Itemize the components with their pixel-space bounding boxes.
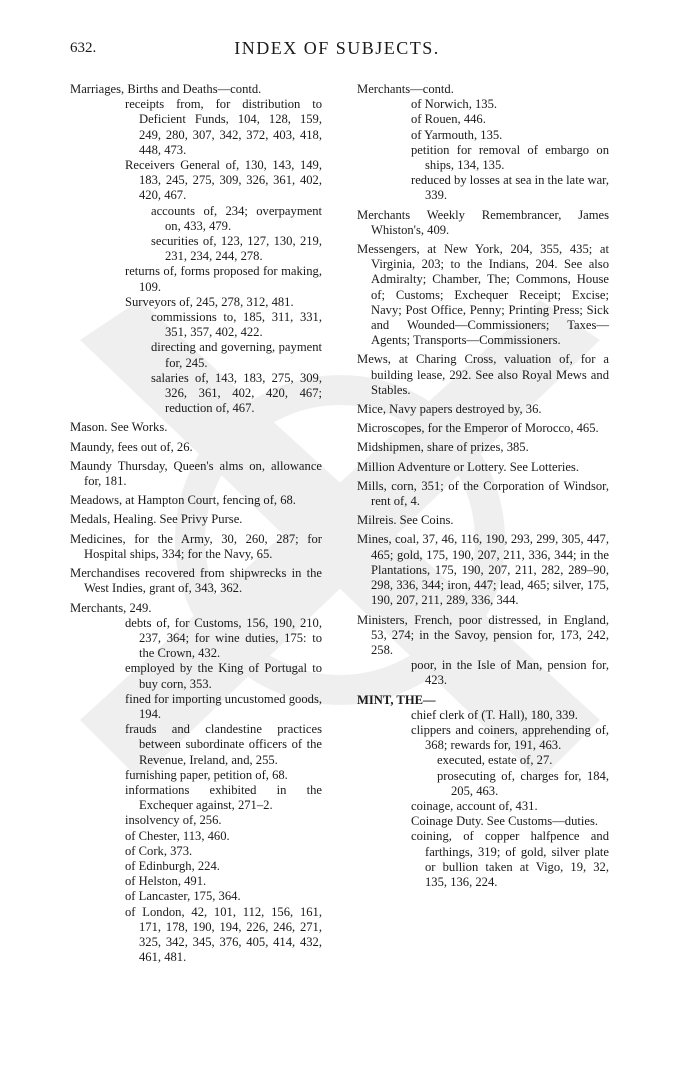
index-entry: insolvency of, 256. (125, 813, 222, 828)
index-entry: directing and governing, payment for, 245. (151, 340, 322, 370)
index-entry: Mews, at Charing Cross, valuation of, for a building lease, 292. See also Royal Mews and Stables. (357, 352, 609, 397)
index-entry: chief clerk of (T. Hall), 180, 339. (411, 707, 578, 722)
index-entry: MINT, THE— (357, 692, 436, 707)
index-entry: coining, of copper halfpence and farthings, 319; of gold, silver plate or bullion taken at Vigo, 19, 32, 135, 136, 224. (411, 829, 609, 889)
index-entry: Medicines, for the Army, 30, 260, 287; for Hospital ships, 334; for the Navy, 65. (70, 531, 322, 561)
index-entry: Maundy Thursday, Queen's alms on, allowance for, 181. (70, 458, 322, 489)
index-entry: Ministers, French, poor distressed, in England, 53, 274; in the Savoy, pension for, 173, 242, 258. (357, 612, 609, 657)
index-entry: of Lancaster, 175, 364. (125, 889, 241, 904)
index-entry: receipts from, for distribution to Deficient Funds, 104, 128, 159, 249, 280, 307, 342, 372, 403, 418, 448, 473. (125, 97, 322, 157)
index-column-right (357, 82, 609, 890)
index-entry: Mines, coal, 37, 46, 116, 190, 293, 299, 305, 447, 465; gold, 175, 190, 207, 211, 336, 344; in the Plantations, 175, 190, 207, 211, 282, 289–90, 298, 336, 344; iron, 447; lead, 465; silver, 175, 190, 207, 211, 289, 336, 344. (357, 532, 609, 608)
index-entry: petition for removal of embargo on ships, 134, 135. (411, 142, 609, 173)
page-number: 632. (70, 40, 97, 56)
index-entry: reduced by losses at sea in the late war, 339. (411, 173, 609, 203)
index-entry: Surveyors of, 245, 278, 312, 481. (125, 294, 294, 309)
index-entry: Merchandises recovered from shipwrecks in the West Indies, grant of, 343, 362. (70, 566, 322, 596)
index-entry: securities of, 123, 127, 130, 219, 231, 234, 244, 278. (151, 234, 322, 264)
index-entry: Medals, Healing. See Privy Purse. (70, 512, 243, 527)
index-entry: furnishing paper, petition of, 68. (125, 767, 288, 782)
index-entry: Merchants—contd. (357, 82, 454, 96)
index-entry: Maundy, fees out of, 26. (70, 439, 193, 454)
index-entry: prosecuting of, charges for, 184, 205, 463. (437, 768, 609, 798)
index-entry: Mason. See Works. (70, 420, 168, 435)
index-entry: Merchants Weekly Remembrancer, James Whiston's, 409. (357, 207, 609, 237)
index-entry: commissions to, 185, 311, 331, 351, 357, 402, 422. (151, 310, 322, 340)
index-entry: accounts of, 234; overpayment on, 433, 479. (151, 203, 322, 233)
index-entry: of Cork, 373. (125, 843, 193, 858)
index-entry: frauds and clandestine practices between subordinate officers of the Revenue, Ireland, and, 255. (125, 722, 322, 767)
index-entry: returns of, forms proposed for making, 109. (125, 264, 322, 294)
index-entry: of Edinburgh, 224. (125, 858, 220, 873)
index-entry: informations exhibited in the Exchequer against, 271–2. (125, 782, 322, 813)
index-entry: Milreis. See Coins. (357, 513, 454, 528)
index-entry: Mills, corn, 351; of the Corporation of Windsor, rent of, 4. (357, 478, 609, 509)
index-entry: debts of, for Customs, 156, 190, 210, 237, 364; for wine duties, 175: to the Crown, 432. (125, 615, 322, 661)
index-column-left (70, 82, 322, 965)
index-entry: of Norwich, 135. (411, 97, 498, 112)
index-entry: employed by the King of Portugal to buy corn, 353. (125, 661, 322, 691)
index-entry: of Helston, 491. (125, 874, 207, 889)
index-entry: of Rouen, 446. (411, 112, 486, 127)
index-entry: Microscopes, for the Emperor of Morocco, 465. (357, 421, 599, 436)
index-entry: Marriages, Births and Deaths—contd. (70, 82, 262, 96)
index-entry: Meadows, at Hampton Court, fencing of, 68. (70, 493, 296, 508)
index-entry: fined for importing uncustomed goods, 194. (125, 691, 322, 721)
index-entry: clippers and coiners, apprehending of, 368; rewards for, 191, 463. (411, 722, 609, 753)
index-entry: Midshipmen, share of prizes, 385. (357, 440, 529, 455)
running-head: INDEX OF SUBJECTS. (234, 38, 440, 58)
index-entry: executed, estate of, 27. (437, 753, 553, 768)
index-entry: Million Adventure or Lottery. See Lotteries. (357, 459, 579, 474)
index-entry: salaries of, 143, 183, 275, 309, 326, 361, 402, 420, 467; reduction of, 467. (151, 370, 322, 416)
index-entry: of London, 42, 101, 112, 156, 161, 171, 178, 190, 194, 226, 246, 271, 325, 342, 345, 376, 405, 414, 432, 461, 481. (125, 904, 322, 965)
index-entry: coinage, account of, 431. (411, 798, 538, 813)
index-entry: poor, in the Isle of Man, pension for, 423. (411, 658, 609, 688)
index-entry: Merchants, 249. (70, 600, 152, 615)
index-entry: Messengers, at New York, 204, 355, 435; at Virginia, 203; to the Indians, 204. See also Admiralty; Chamber, The; Commons, House of; Customs; Exchequer Receipt; Excise; Navy; Post Office, Penny; Printing Press; Sick and Wounded—Commissioners; Taxes—Agents; Transports—Commissioners. (357, 242, 609, 348)
index-entry: Receivers General of, 130, 143, 149, 183, 245, 275, 309, 326, 361, 402, 420, 467. (125, 158, 322, 203)
index-entry: Coinage Duty. See Customs—duties. (411, 814, 599, 829)
index-entry: of Yarmouth, 135. (411, 127, 503, 142)
index-entry: Mice, Navy papers destroyed by, 36. (357, 402, 542, 417)
index-entry: of Chester, 113, 460. (125, 828, 230, 843)
